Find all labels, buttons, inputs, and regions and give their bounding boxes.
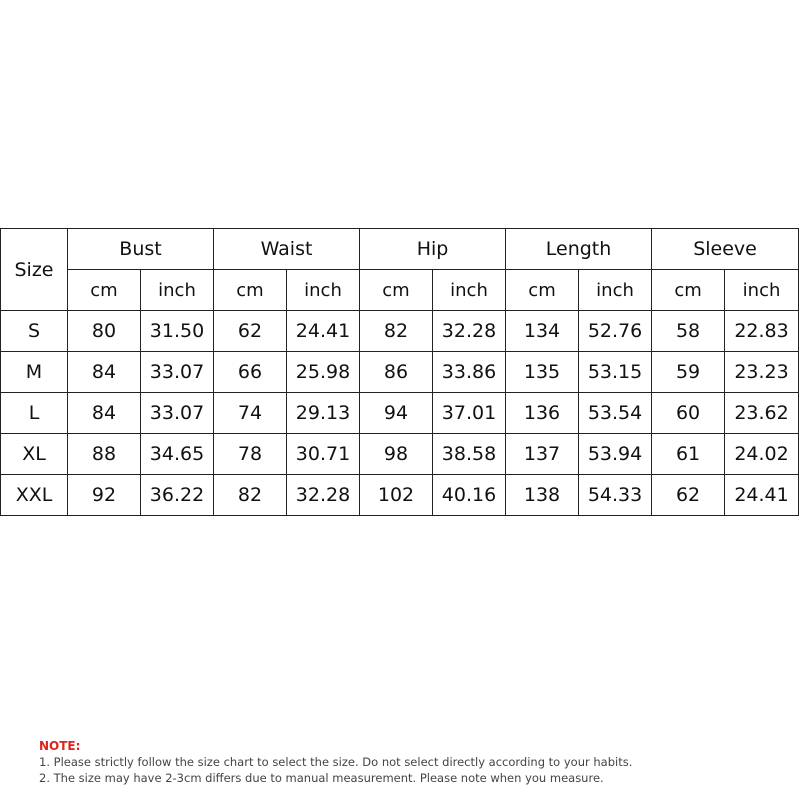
table-cell: 60 — [652, 393, 725, 434]
measure-header-waist: Waist — [214, 229, 360, 270]
table-cell: 33.07 — [141, 393, 214, 434]
table-cell: 74 — [214, 393, 287, 434]
measure-header-length: Length — [506, 229, 652, 270]
table-row — [1, 475, 799, 516]
table-cell: 88 — [68, 434, 141, 475]
table-cell: 59 — [652, 352, 725, 393]
table-cell: 136 — [506, 393, 579, 434]
size-column-header: Size — [1, 229, 68, 311]
table-row — [1, 311, 799, 352]
table-cell: 29.13 — [287, 393, 360, 434]
table-cell: 37.01 — [433, 393, 506, 434]
unit-header-inch: inch — [725, 270, 799, 311]
table-cell: 62 — [214, 311, 287, 352]
table-cell: 54.33 — [579, 475, 652, 516]
table-cell: 38.58 — [433, 434, 506, 475]
size-chart-table — [0, 228, 799, 516]
table-cell: 34.65 — [141, 434, 214, 475]
table-cell: 138 — [506, 475, 579, 516]
table-cell: 62 — [652, 475, 725, 516]
unit-header-inch: inch — [579, 270, 652, 311]
table-row — [1, 352, 799, 393]
table-cell: 78 — [214, 434, 287, 475]
unit-header-inch: inch — [433, 270, 506, 311]
table-cell: 53.94 — [579, 434, 652, 475]
table-cell: 92 — [68, 475, 141, 516]
table-cell: 58 — [652, 311, 725, 352]
table-cell: 102 — [360, 475, 433, 516]
table-row — [1, 393, 799, 434]
table-cell: 24.41 — [287, 311, 360, 352]
table-cell: 82 — [214, 475, 287, 516]
table-cell: 134 — [506, 311, 579, 352]
size-label: L — [1, 393, 68, 434]
table-cell: 23.23 — [725, 352, 799, 393]
size-label: XXL — [1, 475, 68, 516]
table-cell: 98 — [360, 434, 433, 475]
table-cell: 40.16 — [433, 475, 506, 516]
unit-header-cm: cm — [652, 270, 725, 311]
table-cell: 31.50 — [141, 311, 214, 352]
unit-header-inch: inch — [287, 270, 360, 311]
table-cell: 33.86 — [433, 352, 506, 393]
note-title: NOTE: — [39, 739, 81, 753]
unit-header-cm: cm — [214, 270, 287, 311]
measure-header-bust: Bust — [68, 229, 214, 270]
table-cell: 22.83 — [725, 311, 799, 352]
table-cell: 30.71 — [287, 434, 360, 475]
table-cell: 66 — [214, 352, 287, 393]
table-cell: 61 — [652, 434, 725, 475]
table-cell: 82 — [360, 311, 433, 352]
table-cell: 84 — [68, 352, 141, 393]
measure-header-sleeve: Sleeve — [652, 229, 799, 270]
table-cell: 80 — [68, 311, 141, 352]
unit-header-inch: inch — [141, 270, 214, 311]
table-cell: 32.28 — [433, 311, 506, 352]
size-label: XL — [1, 434, 68, 475]
table-cell: 24.41 — [725, 475, 799, 516]
table-cell: 84 — [68, 393, 141, 434]
table-cell: 86 — [360, 352, 433, 393]
table-cell: 53.15 — [579, 352, 652, 393]
table-cell: 24.02 — [725, 434, 799, 475]
table-cell: 137 — [506, 434, 579, 475]
unit-header-cm: cm — [68, 270, 141, 311]
table-cell: 33.07 — [141, 352, 214, 393]
note-line-2: 2. The size may have 2-3cm differs due to manual measurement. Please note when you measure. — [39, 771, 604, 785]
note-line-1: 1. Please strictly follow the size chart to select the size. Do not select directly according to your habits. — [39, 755, 633, 769]
table-cell: 25.98 — [287, 352, 360, 393]
size-label: M — [1, 352, 68, 393]
note-section — [39, 738, 779, 786]
measure-header-hip: Hip — [360, 229, 506, 270]
table-cell: 94 — [360, 393, 433, 434]
unit-header-cm: cm — [506, 270, 579, 311]
table-cell: 32.28 — [287, 475, 360, 516]
table-cell: 52.76 — [579, 311, 652, 352]
table-cell: 23.62 — [725, 393, 799, 434]
unit-header-cm: cm — [360, 270, 433, 311]
size-label: S — [1, 311, 68, 352]
table-row — [1, 434, 799, 475]
table-cell: 53.54 — [579, 393, 652, 434]
table-cell: 36.22 — [141, 475, 214, 516]
table-cell: 135 — [506, 352, 579, 393]
